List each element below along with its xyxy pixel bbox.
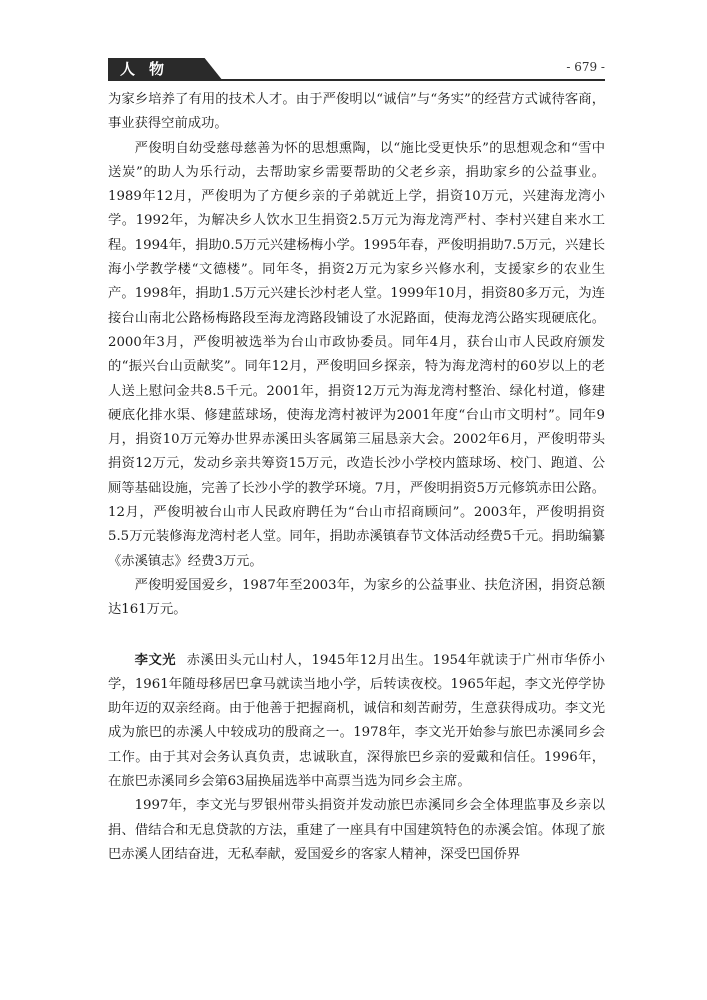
page-number: - 679 -: [566, 60, 605, 74]
paragraph: 严俊明爱国爱乡，1987年至2003年，为家乡的公益事业、扶危济困，捐资总额达161万元。: [108, 577, 605, 618]
paragraph: 严俊明自幼受慈母慈善为怀的思想熏陶，以“施比受更快乐”的思想观念和“雪中送炭”的助人为乐行动，去帮助家乡需要帮助的父老乡亲，捐助家乡的公益事业。1989年12月，严俊明为了方便乡亲的子弟就近上学，捐资10万元，兴建海龙湾小学。1992年，为解决乡人饮水卫生捐资2.5万元为海龙湾严村、李村兴建自来水工程。1994年，捐助0.5万元兴建杨梅小学。1995年春，严俊明捐助7.5万元，兴建长海小学教学楼“文德楼”。同年冬，捐资2万元为家乡兴修水利，支援家乡的农业生产。1998年，捐助1.5万元兴建长沙村老人堂。1999年10月，捐资80多万元，为连接台山南北公路杨梅路段至海龙湾路段铺设了水泥路面，使海龙湾公路实现硬底化。2000年3月，严俊明被选举为台山市政协委员。同年4月，获台山市人民政府颁发的“振兴台山贡献奖”。同年12月，严俊明回乡探亲，特为海龙湾村的60岁以上的老人送上慰问金共8.5千元。2001年，捐资12万元为海龙湾村整治、绿化村道，修建硬底化排水渠、修建蓝球场，使海龙湾村被评为2001年度“台山市文明村”。同年9月，捐资10万元筹办世界赤溪田头客属第三届恳亲大会。2002年6月，严俊明带头捐资12万元，发动乡亲共筹资15万元，改造长沙小学校内篮球场、校门、跑道、公厕等基础设施，完善了长沙小学的教学环境。7月，严俊明捐资5万元修筑赤田公路。12月，严俊明被台山市人民政府聘任为“台山市招商顾问”。2003年，严俊明捐资5.5万元装修海龙湾村老人堂。同年，捐助赤溪镇春节文体活动经费5千元。捐助编纂《赤溪镇志》经费3万元。: [108, 140, 605, 569]
biography-entry: [108, 649, 605, 795]
header-rule: [108, 79, 605, 81]
page-body: [108, 88, 605, 867]
paragraph: 为家乡培养了有用的技术人才。由于严俊明以“诚信”与“务实”的经营方式诚待客商，事业获得空前成功。: [108, 92, 605, 132]
section-title: 人物: [120, 60, 179, 78]
entry-text: 赤溪田头元山村人，1945年12月出生。1954年就读于广州市华侨小学，1961年随母移居巴拿马就读当地小学，后转读夜校。1965年起，李文光停学协助年迈的双亲经商。由于他善于把握商机，诚信和刻苦耐劳，生意获得成功。李文光成为旅巴的赤溪人中较成功的殷商之一。1978年，李文光开始参与旅巴赤溪同乡会工作。由于其对会务认真负责，忠诚耿直，深得旅巴乡亲的爱戴和信任。1996年，在旅巴赤溪同乡会第63届换届选举中高票当选为同乡会主席。: [108, 652, 605, 790]
entry-name: 李文光: [134, 652, 177, 668]
paragraph: 1997年，李文光与罗银州带头捐资并发动旅巴赤溪同乡会全体理监事及乡亲以捐、借结合和无息贷款的方法，重建了一座具有中国建筑特色的赤溪会馆。体现了旅巴赤溪人团结奋进，无私奉献，爱国爱乡的客家人精神，深受巴国侨界: [108, 798, 605, 862]
